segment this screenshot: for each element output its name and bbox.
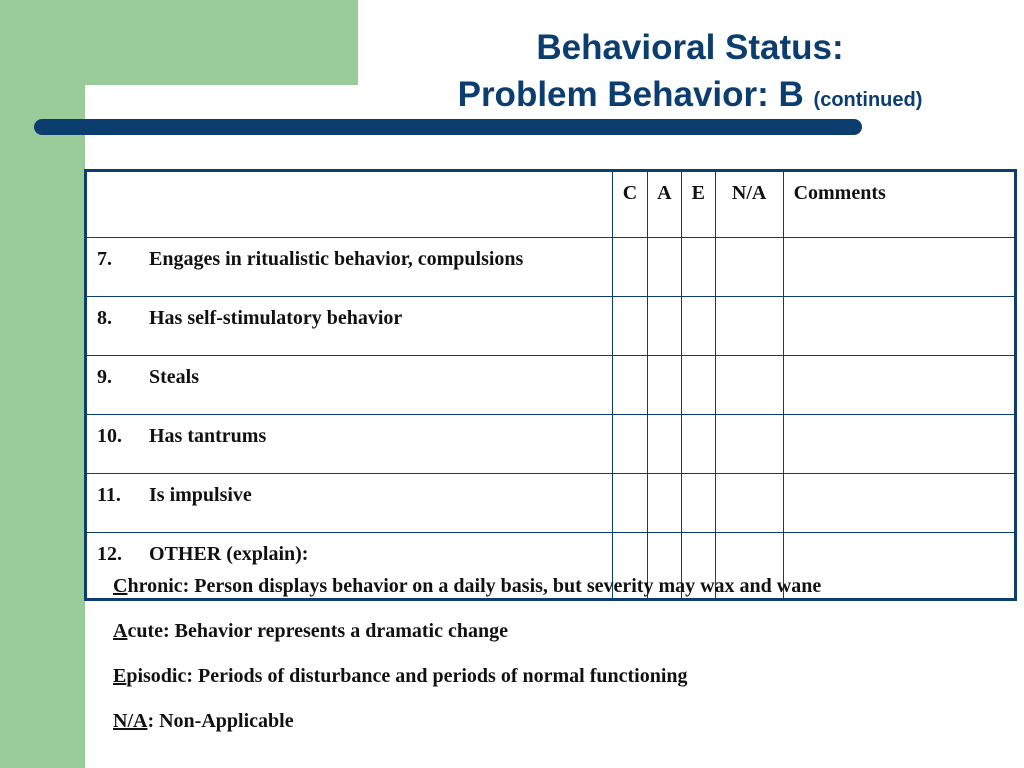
na-cell[interactable] [715, 356, 783, 415]
comments-cell[interactable] [783, 297, 1015, 356]
item-number: 9. [97, 366, 112, 388]
table-header-row [86, 171, 1016, 238]
chronic-cell[interactable] [613, 474, 648, 533]
item-cell [86, 238, 613, 297]
comments-cell[interactable] [783, 238, 1015, 297]
legend-item-chronic [113, 574, 821, 599]
episodic-cell[interactable] [681, 415, 715, 474]
episodic-cell[interactable] [681, 474, 715, 533]
header-not-applicable: N/A [715, 171, 783, 238]
item-number: 12. [97, 543, 122, 565]
item-number: 7. [97, 248, 112, 270]
legend-text: cute: Behavior represents a dramatic change [127, 620, 508, 642]
chronic-cell[interactable] [613, 356, 648, 415]
header-chronic: C [613, 171, 648, 238]
title-line-2 [360, 71, 1020, 124]
title-continued-note: (continued) [813, 89, 923, 111]
item-text: Has tantrums [149, 425, 267, 447]
legend-text: pisodic: Periods of disturbance and periods of normal functioning [126, 665, 688, 687]
table-row [86, 356, 1016, 415]
header-comments: Comments [783, 171, 1015, 238]
legend-letter: N/A [113, 710, 148, 732]
comments-cell[interactable] [783, 415, 1015, 474]
acute-cell[interactable] [647, 474, 681, 533]
item-text: OTHER (explain): [149, 543, 309, 565]
legend [113, 574, 821, 754]
episodic-cell[interactable] [681, 238, 715, 297]
legend-text: : Non-Applicable [147, 710, 294, 732]
acute-cell[interactable] [647, 297, 681, 356]
chronic-cell[interactable] [613, 297, 648, 356]
top-green-band [0, 0, 358, 85]
table-row [86, 474, 1016, 533]
item-text: Steals [149, 366, 199, 388]
legend-item-acute [113, 619, 821, 644]
header-blank-cell [86, 171, 613, 238]
item-text: Is impulsive [149, 484, 252, 506]
na-cell[interactable] [715, 415, 783, 474]
episodic-cell[interactable] [681, 297, 715, 356]
item-cell [86, 474, 613, 533]
comments-cell[interactable] [783, 474, 1015, 533]
item-number: 10. [97, 425, 122, 447]
chronic-cell[interactable] [613, 238, 648, 297]
slide-title [360, 24, 1020, 124]
na-cell[interactable] [715, 474, 783, 533]
chronic-cell[interactable] [613, 415, 648, 474]
item-cell [86, 356, 613, 415]
table-row [86, 415, 1016, 474]
table-row [86, 238, 1016, 297]
acute-cell[interactable] [647, 415, 681, 474]
acute-cell[interactable] [647, 356, 681, 415]
na-cell[interactable] [715, 297, 783, 356]
item-cell [86, 297, 613, 356]
header-episodic: E [681, 171, 715, 238]
legend-letter: A [113, 620, 128, 642]
item-cell [86, 415, 613, 474]
item-text: Engages in ritualistic behavior, compulsions [149, 248, 524, 270]
legend-item-episodic [113, 664, 821, 689]
behavior-table [84, 169, 1017, 601]
header-acute: A [647, 171, 681, 238]
acute-cell[interactable] [647, 238, 681, 297]
legend-item-not-applicable [113, 709, 821, 734]
legend-letter: E [113, 665, 127, 687]
comments-cell[interactable] [783, 356, 1015, 415]
item-number: 11. [97, 484, 121, 506]
na-cell[interactable] [715, 238, 783, 297]
left-green-bar [0, 0, 85, 768]
item-number: 8. [97, 307, 112, 329]
legend-letter: C [113, 575, 128, 597]
legend-text: hronic: Person displays behavior on a daily basis, but severity may wax and wane [127, 575, 822, 597]
item-text: Has self-stimulatory behavior [149, 307, 403, 329]
episodic-cell[interactable] [681, 356, 715, 415]
title-line-1: Behavioral Status: [536, 28, 844, 67]
title-line-2-main: Problem Behavior: B [457, 75, 804, 114]
table-row [86, 297, 1016, 356]
